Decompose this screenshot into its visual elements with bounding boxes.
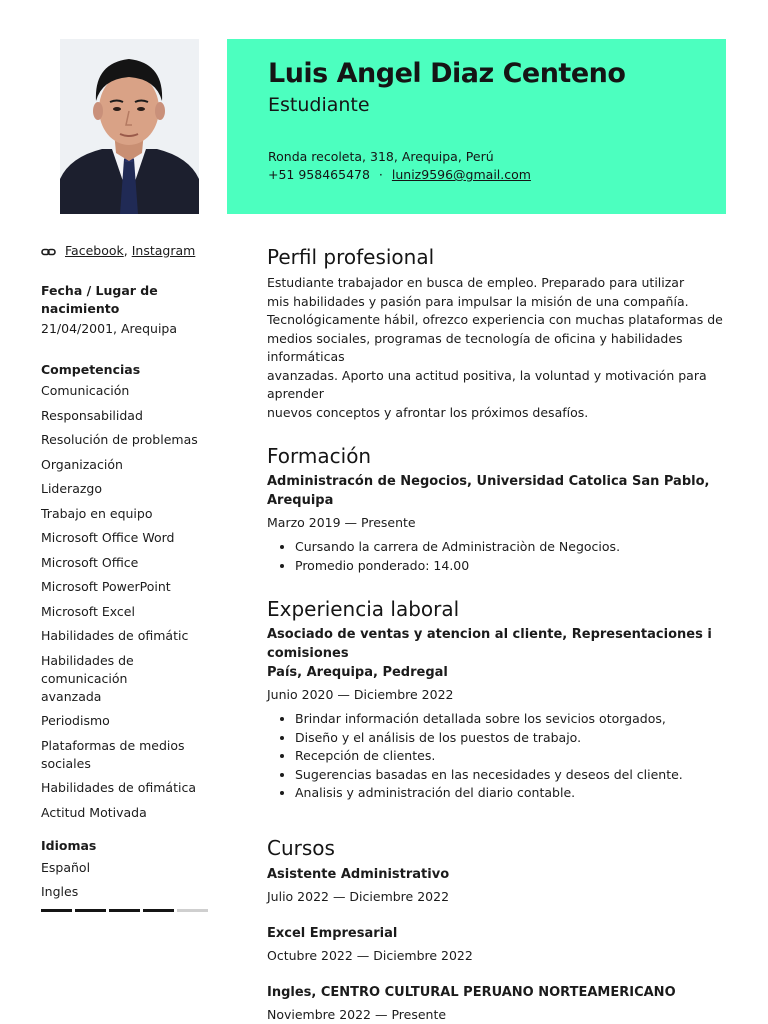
skill-item: Periodismo: [41, 713, 110, 728]
sidebar: [41, 242, 211, 912]
profile-line: Tecnológicamente hábil, ofrezco experiencia con muchas plataformas de: [267, 312, 723, 327]
course-name: Asistente Administrativo: [267, 866, 450, 882]
language-item: Español: [41, 859, 91, 875]
education-entry-title: Administracón de Negocios, Universidad Catolica San Pablo, Arequipa: [267, 474, 710, 508]
level-segment: [177, 909, 208, 912]
instagram-link[interactable]: Instagram: [131, 243, 196, 258]
skills-label: Competencias: [41, 362, 141, 377]
course-date: Octubre 2022 — Diciembre 2022: [267, 947, 473, 963]
bullet-item: • Promedio ponderado: 14.00: [295, 557, 727, 576]
bullet-item: • Recepción de clientes.: [295, 747, 727, 766]
course-name: Ingles, CENTRO CULTURAL PERUANO NORTEAMERICANO: [267, 984, 676, 1000]
skill-item: Habilidades de comunicación avanzada: [41, 652, 134, 704]
profile-photo-image: [60, 39, 199, 214]
skill-item: Comunicación: [41, 383, 130, 398]
experience-bullets: [267, 710, 727, 803]
skill-item: Microsoft Excel: [41, 603, 135, 619]
bullet-item: • Sugerencias basadas en las necesidades y deseos del cliente.: [295, 766, 727, 785]
contact-separator: ·: [378, 167, 383, 182]
course-date: Noviembre 2022 — Presente: [267, 1006, 447, 1022]
experience-entry-title-cont: País, Arequipa, Pedregal: [267, 665, 448, 680]
skill-item: Microsoft Office Word: [41, 530, 175, 545]
skills-list: [41, 382, 211, 822]
section-title-profile: Perfil profesional: [267, 245, 435, 269]
candidate-role: Estudiante: [268, 94, 370, 116]
profile-line: nuevos conceptos y afrontar los próximos desafíos.: [267, 404, 589, 420]
section-title-courses: Cursos: [267, 835, 335, 860]
phone: +51 958465478: [268, 167, 370, 182]
bullet-item: • Cursando la carrera de Administraciòn de Negocios.: [295, 538, 727, 557]
experience-date: Junio 2020 — Diciembre 2022: [267, 687, 454, 702]
skill-item: Actitud Motivada: [41, 804, 147, 820]
link-icon: [41, 245, 56, 257]
links-comma: ,: [123, 243, 128, 258]
education-bullets: [267, 538, 727, 575]
candidate-name: Luis Angel Diaz Centeno: [268, 58, 626, 89]
profile-text: [267, 274, 727, 422]
skill-item: Organización: [41, 456, 123, 472]
level-segment: [41, 909, 72, 912]
language-item: Ingles: [41, 883, 79, 899]
profile-photo: [60, 39, 199, 214]
level-segment: [109, 909, 140, 912]
profile-line: medios sociales, programas de tecnología de oficina y habilidades informáticas: [267, 330, 683, 364]
contact-line: [268, 166, 726, 184]
level-segment: [75, 909, 106, 912]
section-title-experience: Experiencia laboral: [267, 597, 460, 621]
skill-item: Microsoft PowerPoint: [41, 579, 171, 594]
skill-item: Habilidades de ofimátic: [41, 628, 189, 643]
skill-item: Plataformas de medios sociales: [41, 737, 185, 771]
course-name: Excel Empresarial: [267, 925, 398, 941]
profile-line: Estudiante trabajador en busca de empleo. Preparado para utilizar: [267, 275, 685, 290]
education-date: Marzo 2019 — Presente: [267, 515, 416, 530]
languages-label: Idiomas: [41, 837, 97, 853]
address: Ronda recoleta, 318, Arequipa, Perú: [268, 149, 494, 164]
section-title-education: Formación: [267, 444, 372, 468]
facebook-link[interactable]: Facebook: [65, 243, 124, 258]
profile-line: mis habilidades y pasión para impulsar la misión de una compañía.: [267, 293, 689, 309]
birth-value: 21/04/2001, Arequipa: [41, 321, 178, 336]
skill-item: Habilidades de ofimática: [41, 780, 196, 795]
header-banner: [227, 39, 726, 214]
skill-item: Responsabilidad: [41, 407, 143, 423]
profile-line: avanzadas. Aporto una actitud positiva, la voluntad y motivación para aprender: [267, 367, 707, 401]
main-content: [267, 242, 727, 1024]
social-links: [41, 242, 211, 260]
bullet-item: • Brindar información detallada sobre los sevicios otorgados,: [295, 710, 727, 729]
skill-item: Liderazgo: [41, 481, 103, 496]
birth-label: Fecha / Lugar de nacimiento: [41, 283, 158, 316]
language-level-bar: [41, 909, 211, 912]
skill-item: Trabajo en equipo: [41, 505, 153, 521]
email-link[interactable]: luniz9596@gmail.com: [391, 167, 531, 182]
bullet-item: • Analisis y administración del diario contable.: [295, 784, 727, 803]
level-segment: [143, 909, 174, 912]
skill-item: Resolución de problemas: [41, 432, 198, 447]
course-date: Julio 2022 — Diciembre 2022: [267, 888, 450, 904]
bullet-item: • Diseño y el análisis de los puestos de trabajo.: [295, 729, 727, 748]
experience-entry-title: Asociado de ventas y atencion al cliente, Representaciones i comisiones: [267, 627, 712, 661]
skill-item: Microsoft Office: [41, 554, 139, 570]
